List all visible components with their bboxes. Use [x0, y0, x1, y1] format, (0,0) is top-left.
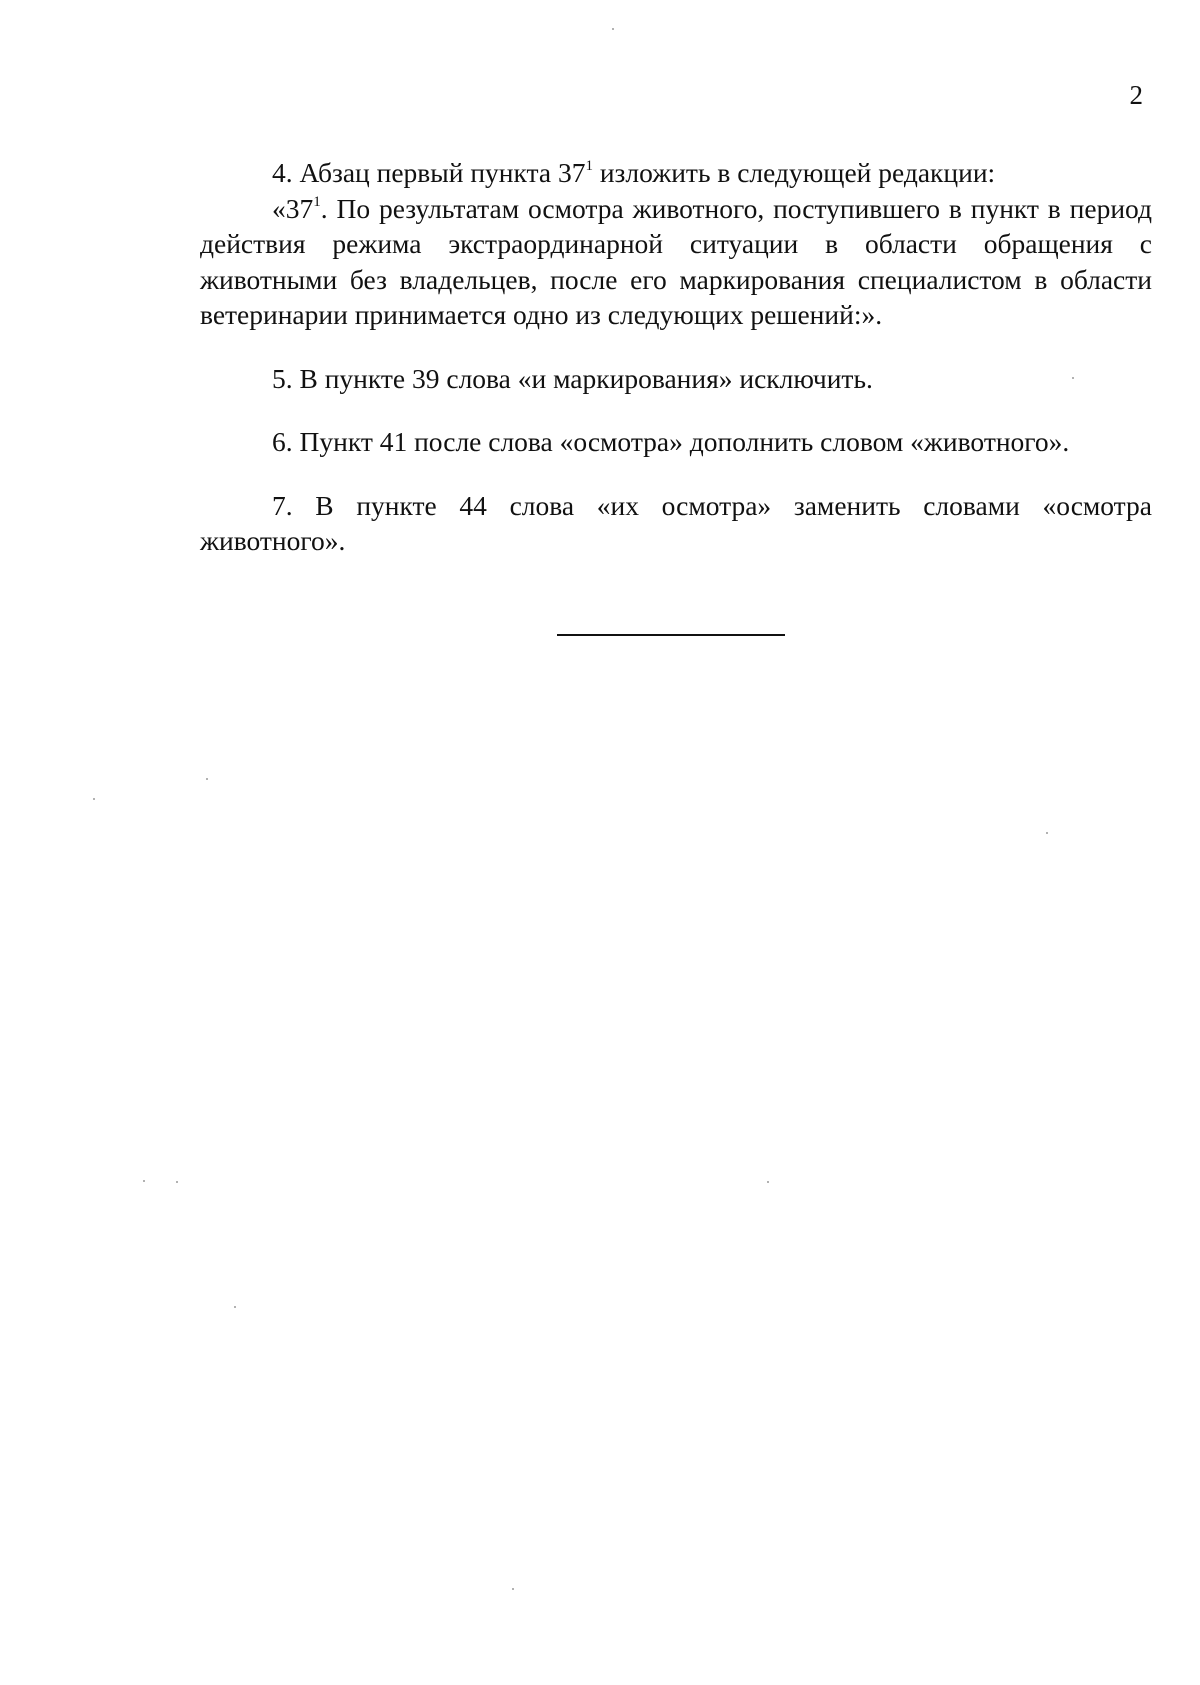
quote-superscript: 1 — [313, 193, 321, 210]
scan-speck — [206, 778, 208, 780]
amendment-item-4-quote — [200, 191, 1152, 333]
scan-speck — [1072, 377, 1074, 379]
scan-speck — [512, 1588, 514, 1590]
amendment-item-6: 6. Пункт 41 после слова «осмотра» дополнить словом «животного». — [272, 426, 1070, 457]
scan-speck — [143, 1180, 145, 1182]
scan-speck — [176, 1181, 178, 1183]
scan-speck — [93, 798, 95, 800]
amendment-item-4 — [200, 155, 1152, 191]
quote-text: «37 — [272, 192, 314, 224]
item-4-text: 4. Абзац первый пункта 37 — [272, 157, 586, 188]
amendment-item-7: 7. В пункте 44 слова «их осмотра» заменить словами «осмотра животного». — [200, 489, 1152, 556]
item-4-text-tail: изложить в следующей редакции: — [592, 157, 996, 188]
amendment-item-5: 5. В пункте 39 слова «и маркирования» исключить. — [272, 362, 873, 394]
end-rule — [557, 634, 785, 636]
scan-speck — [767, 1181, 769, 1183]
scan-speck — [612, 28, 614, 30]
document-body — [200, 155, 1152, 559]
scan-speck — [234, 1306, 236, 1308]
item-4-superscript: 1 — [585, 158, 593, 174]
quote-text-tail: . По результатам осмотра животного, поступившего в пункт в период действия режима экстраординарной ситуации в области обращения с животными без владельцев, после его маркирования специалистом в области ветеринарии принимается одно из следующих решений:». — [200, 192, 1152, 330]
page-number: 2 — [1129, 80, 1143, 110]
scan-speck — [1046, 832, 1048, 834]
